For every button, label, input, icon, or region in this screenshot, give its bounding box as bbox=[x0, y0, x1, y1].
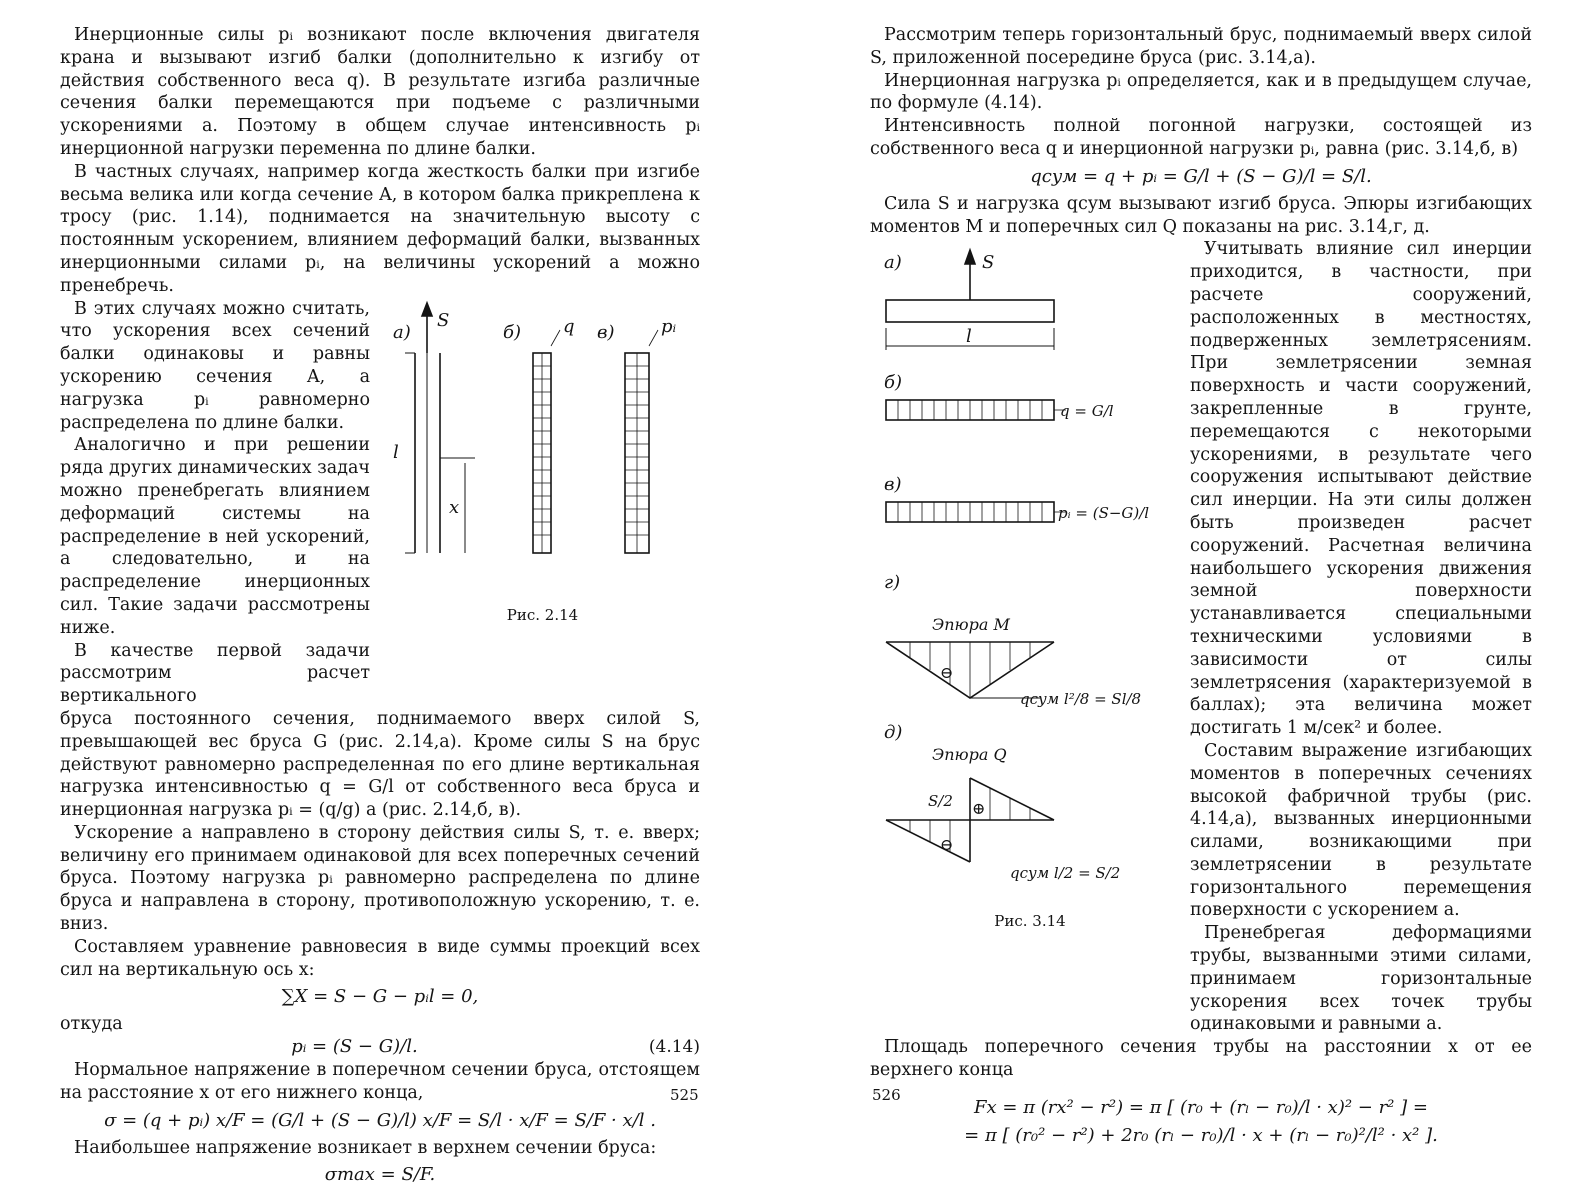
fig-3-14-label-epQ: Эпюра Q bbox=[932, 745, 1007, 765]
right-paragraph-2: Инерционная нагрузка pᵢ определяется, как и в предыдущем случае, по формуле (4.14). bbox=[870, 70, 1532, 114]
left-paragraph-8: Наибольшее напряжение возникает в верхнем сечении бруса: bbox=[74, 1137, 657, 1158]
right-equation-2: Fx = π (rx² − r²) = π [ (r₀ + (rₗ − r₀)/l · x)² − r² ] = bbox=[974, 1096, 1428, 1118]
fig-2-14-label-l: l bbox=[393, 441, 399, 463]
fig-3-14-label-g: г) bbox=[884, 572, 901, 594]
left-equation-2-number: (4.14) bbox=[648, 1037, 700, 1058]
fig-3-14-label-epM: Эпюра M bbox=[932, 615, 1010, 635]
figure-2-14-caption: Рис. 2.14 bbox=[506, 606, 579, 625]
left-equation-4: σmax = S/F. bbox=[324, 1164, 436, 1186]
figure-3-14 bbox=[870, 238, 1190, 931]
fig-3-14-plus: ⊕ bbox=[972, 799, 986, 819]
figure-3-14-caption: Рис. 3.14 bbox=[994, 912, 1066, 931]
figure-3-14-drawing bbox=[870, 238, 1190, 903]
left-paragraph-4a: В качестве первой задачи рассмотрим расчет вертикального bbox=[60, 640, 370, 707]
right-wrap-column bbox=[1190, 238, 1532, 1036]
right-paragraph-5: Учитывать влияние сил инерции приходится, в частности, при расчете сооружений, расположенных в местностях, подверженных землетрясениям. При землетрясении земная поверхность и части сооружений, закрепленные в грунте, перемещаются с некоторыми ускорениями, в результате чего сооружения испытывают действие сил инерции. На эти силы должен быть произведен расчет сооружений. Расчетная величина наибольшего ускорения движения земной поверхности устанавливается специальными техническими условиями в зависимости от силы землетрясения (характеризуемой в баллах); эта величина может достигать 1 м/сек² и более. bbox=[1190, 239, 1532, 739]
figure-2-14 bbox=[385, 298, 700, 625]
right-paragraph-8: Площадь поперечного сечения трубы на расстоянии x от ее верхнего конца bbox=[870, 1037, 1532, 1081]
right-paragraph-7: Пренебрегая деформациями трубы, вызванными этими силами, принимаем горизонтальные ускорения всех точек трубы одинаковыми и равными a. bbox=[1190, 923, 1532, 1035]
left-paragraph-7: Нормальное напряжение в поперечном сечении бруса, отстоящем на расстояние x от его нижнего конца, bbox=[60, 1060, 700, 1103]
left-paragraph-3: Аналогично и при решении ряда других динамических задач можно пренебрегать влиянием деформаций системы на распределение в ней ускорений, а следовательно, и на распределение инерционных сил. Такие задачи рассмотрены ниже. bbox=[60, 435, 370, 638]
fig-3-14-label-M-val: qсум l²/8 = Sl/8 bbox=[1020, 690, 1142, 709]
right-page bbox=[870, 24, 1532, 1152]
left-paragraph-6: Составляем уравнение равновесия в виде суммы проекций всех сил на вертикальную ось x: bbox=[60, 936, 700, 980]
figure-2-14-drawing bbox=[385, 298, 700, 598]
left-text bbox=[60, 24, 700, 1187]
fig-2-14-label-a: а) bbox=[393, 321, 411, 343]
right-page-number: 526 bbox=[872, 1086, 901, 1104]
right-paragraph-3: Интенсивность полной погонной нагрузки, состоящей из собственного веса q и инерционной нагрузки pᵢ, равна (рис. 3.14,б, в) bbox=[870, 116, 1532, 159]
fig-3-14-label-S2: S/2 bbox=[928, 792, 953, 811]
fig-3-14-label-l: l bbox=[966, 326, 972, 348]
left-paragraph-1: Инерционные силы pᵢ возникают после включения двигателя крана и вызывают изгиб балки (дополнительно к изгибу от действия собственного веса q). В результате изгиба различные сечения балки перемещаются при подъеме с различными ускорениями a. Поэтому в общем случае интенсивность pᵢ инерционной нагрузки переменна по длине балки. bbox=[60, 25, 700, 159]
right-paragraph-6: Составим выражение изгибающих моментов в поперечных сечениях высокой фабричной трубы (рис. 4.14,а), вызванных инерционными силами, возникающими при землетрясении в результате горизонтального перемещения поверхности с ускорением a. bbox=[1190, 740, 1532, 921]
left-paragraph-5: Ускорение a направлено в сторону действия силы S, т. е. вверх; величину его принимаем одинаковой для всех поперечных сечений бруса. Поэтому нагрузка pᵢ равномерно распределена по длине бруса и направлена в сторону, противоположную ускорению, т. е. вниз. bbox=[60, 822, 700, 935]
left-equation-3: σ = (q + pᵢ) x/F = (G/l + (S − G)/l) x/F = S/l · x/F = S/F · x/l . bbox=[104, 1109, 656, 1131]
fig-3-14-label-b: б) bbox=[884, 372, 903, 394]
fig-3-14-minus-Q: ⊖ bbox=[940, 835, 954, 855]
fig-3-14-label-Q-val: qсум l/2 = S/2 bbox=[1010, 864, 1121, 883]
right-equation-3: = π [ (r₀² − r²) + 2r₀ (rₗ − r₀)/l · x + (rₗ − r₀)²/l² · x² ]. bbox=[964, 1124, 1438, 1146]
left-equation-1: ∑X = S − G − pᵢl = 0, bbox=[281, 986, 479, 1008]
fig-3-14-label-S: S bbox=[982, 252, 995, 274]
fig-3-14-label-d: д) bbox=[884, 722, 903, 744]
left-paragraph-2b: В этих случаях можно считать, что ускорения всех сечений балки одинаковы и равны ускорению сечения A, а нагрузка pᵢ равномерно распределена по длине балки. bbox=[60, 298, 370, 433]
right-text bbox=[870, 24, 1532, 1148]
fig-2-14-label-b: б) bbox=[503, 321, 522, 343]
right-equation-1: qсум = q + pᵢ = G/l + (S − G)/l = S/l. bbox=[1030, 165, 1372, 187]
left-equation-2: pᵢ = (S − G)/l. bbox=[291, 1036, 418, 1058]
left-paragraph-2: В частных случаях, например когда жесткость балки при изгибе весьма велика или когда сечение A, в котором балка прикреплена к тросу (рис. 1.14), поднимается на значительную высоту с постоянным ускорением, влиянием деформаций балки, вызванных инерционными силами pᵢ, на величины ускорений a можно пренебречь. bbox=[60, 161, 700, 296]
left-equation-2-row bbox=[60, 1036, 700, 1059]
fig-3-14-label-pi-eq: pᵢ = (S−G)/l bbox=[1058, 504, 1150, 523]
fig-2-14-label-q: q bbox=[563, 315, 575, 337]
left-wrap-column bbox=[60, 298, 370, 708]
fig-2-14-label-x: x bbox=[449, 496, 460, 518]
fig-2-14-label-S: S bbox=[437, 309, 450, 331]
left-paragraph-4b: бруса постоянного сечения, поднимаемого вверх силой S, превышающей вес бруса G (рис. 2.14,а). Кроме силы S на брус действуют равномерно распределенная по его длине вертикальная нагрузка интенсивностью q = G/l от собственного веса бруса и инерционная нагрузка pᵢ = (q/g) a (рис. 2.14,б, в). bbox=[60, 708, 700, 821]
fig-2-14-label-pi: pᵢ bbox=[661, 315, 677, 337]
fig-3-14-label-a: а) bbox=[884, 252, 902, 274]
fig-3-14-label-q-eq: q = G/l bbox=[1060, 402, 1114, 421]
fig-2-14-label-v: в) bbox=[597, 321, 615, 343]
fig-3-14-label-v: в) bbox=[884, 474, 902, 496]
left-page-number: 525 bbox=[670, 1086, 699, 1104]
fig-3-14-minus-M: ⊖ bbox=[940, 663, 954, 683]
right-paragraph-4: Сила S и нагрузка qсум вызывают изгиб бруса. Эпюры изгибающих моментов M и поперечных сил Q показаны на рис. 3.14,г, д. bbox=[870, 193, 1532, 237]
left-page bbox=[60, 24, 700, 1191]
right-paragraph-1: Рассмотрим теперь горизонтальный брус, поднимаемый вверх силой S, приложенной посередине бруса (рис. 3.14,а). bbox=[870, 25, 1532, 68]
left-word-otkuda: откуда bbox=[60, 1014, 123, 1035]
